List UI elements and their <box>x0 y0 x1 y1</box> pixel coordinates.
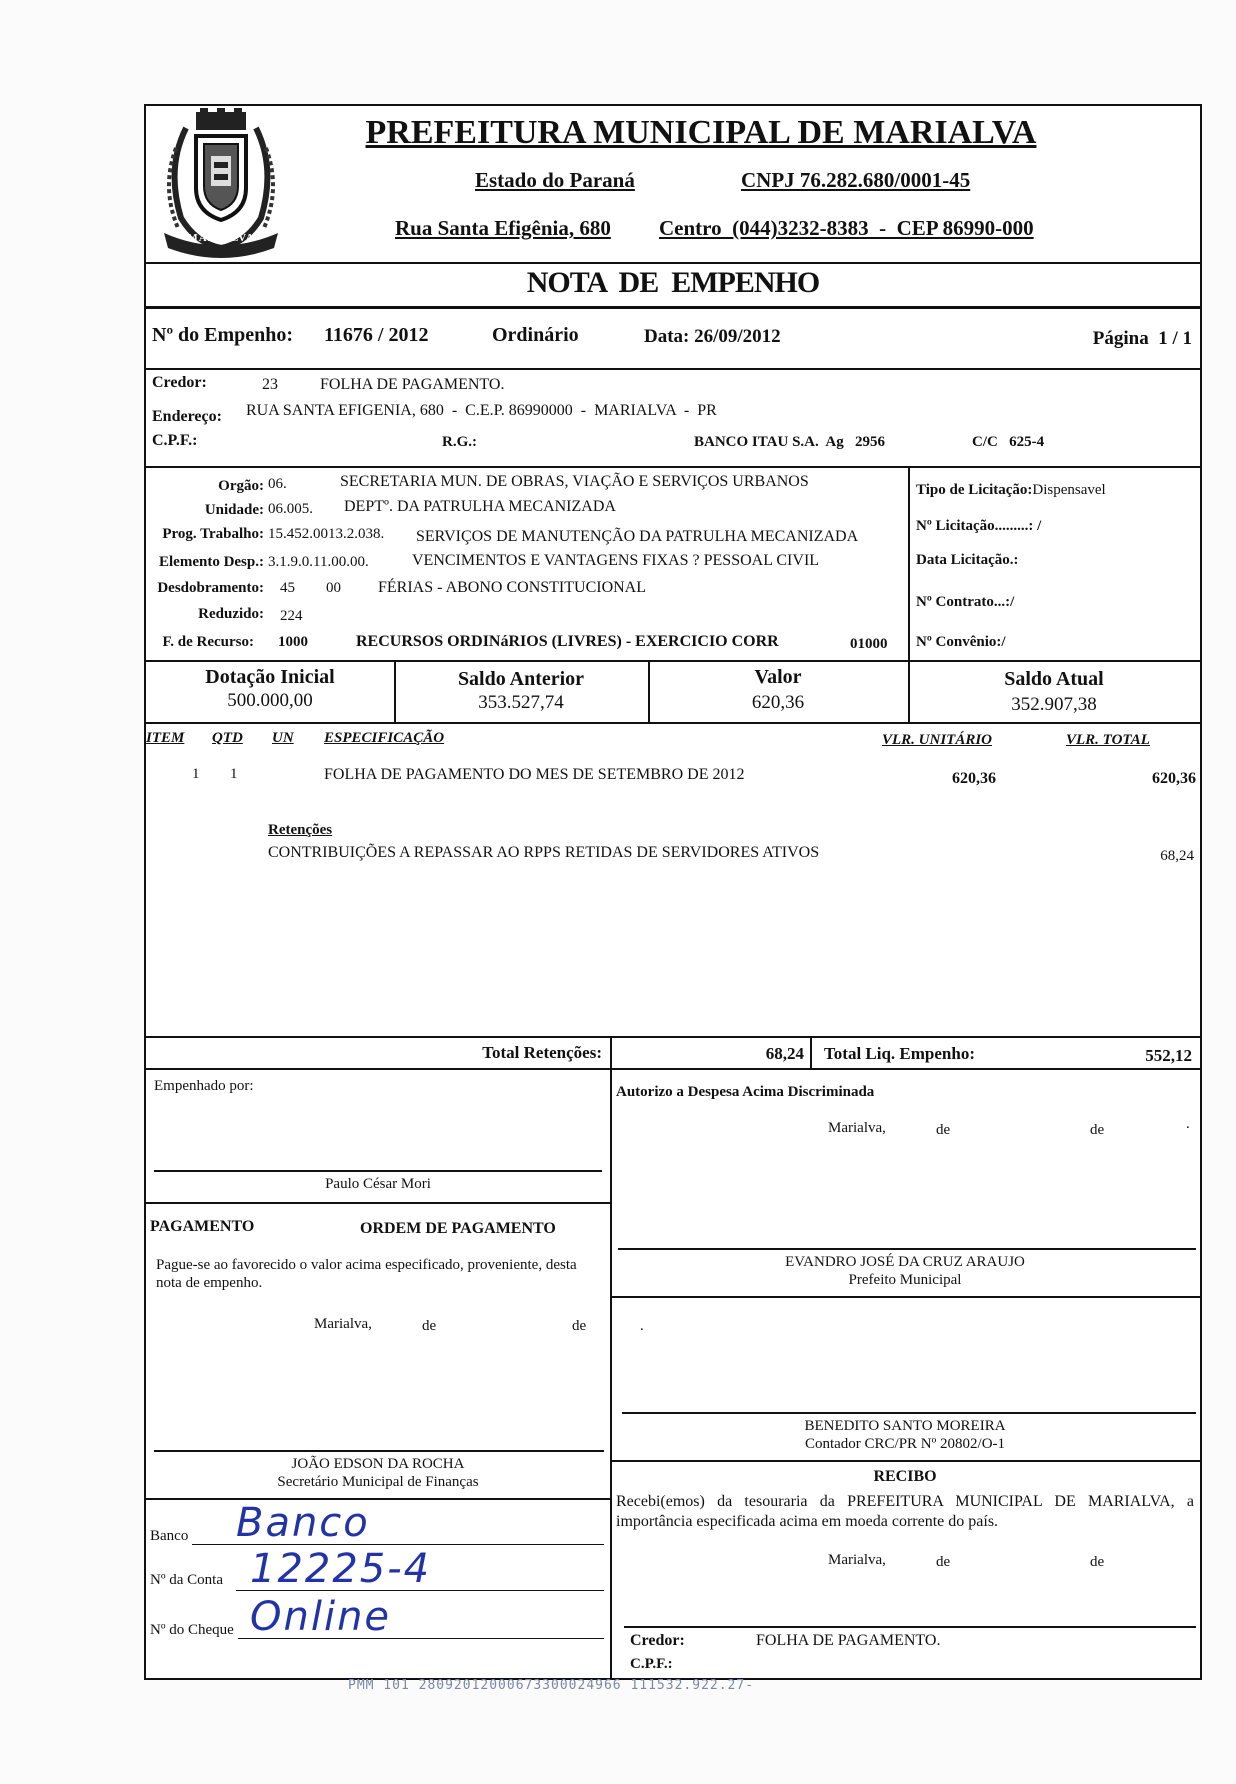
autorizo-dot: . <box>1186 1116 1190 1132</box>
saldo-anterior-label: Saldo Anterior <box>457 668 585 690</box>
recibo-text: Recebi(emos) da tesouraria da PREFEITURA MUNICIPAL DE MARIALVA, a importância especificada acima em moeda corrente do país. <box>616 1493 1194 1530</box>
ordem-dot: . <box>640 1318 644 1334</box>
secretario-role: Secretário Municipal de Finanças <box>277 1474 479 1490</box>
document-title: NOTA DE EMPENHO <box>526 266 820 299</box>
fonte-recurso-label: F. de Recurso: <box>162 634 254 650</box>
elemento-label: Elemento Desp.: <box>159 554 264 570</box>
elemento-code: 3.1.9.0.11.00.00. <box>268 554 369 570</box>
reduzido-code: 224 <box>280 608 303 624</box>
recibo-de-2: de <box>1090 1554 1105 1570</box>
row-description: FOLHA DE PAGAMENTO DO MES DE SETEMBRO DE 2012 <box>324 766 745 783</box>
tipo-licitacao <box>916 482 1106 499</box>
total-retencoes-label: Total Retenções: <box>482 1043 602 1062</box>
recibo-city: Marialva, <box>828 1552 886 1568</box>
nota-de-empenho <box>144 104 1202 1680</box>
fonte-recurso-desc: RECURSOS ORDINáRIOS (LIVRES) - EXERCICIO CORR <box>356 633 779 650</box>
data-licitacao: Data Licitação.: <box>916 552 1019 568</box>
fonte-recurso-number: 01000 <box>850 636 888 652</box>
total-retencoes-value: 68,24 <box>765 1044 804 1063</box>
fonte-recurso-code: 1000 <box>278 634 308 650</box>
contador-role: Contador CRC/PR Nº 20802/O-1 <box>804 1436 1006 1452</box>
empenho-type: Ordinário <box>492 324 579 346</box>
desdobramento-desc: FÉRIAS - ABONO CONSTITUCIONAL <box>378 579 647 596</box>
autorizo-de-2: de <box>1090 1122 1105 1138</box>
page-number: Página 1 / 1 <box>1092 328 1192 349</box>
valor-label: Valor <box>754 666 802 688</box>
state-name: Estado do Paraná <box>475 168 635 192</box>
elemento-desc: VENCIMENTOS E VANTAGENS FIXAS ? PESSOAL CIVIL <box>412 552 820 569</box>
conta-handwritten: 12225-4 <box>250 1546 432 1592</box>
numero-convenio: Nº Convênio:/ <box>916 634 1006 650</box>
dotacao-inicial-label: Dotação Inicial <box>205 666 335 688</box>
prog-desc: SERVIÇOS DE MANUTENÇÃO DA PATRULHA MECANIZADA <box>416 528 859 545</box>
row-valor-total: 620,36 <box>1152 770 1196 787</box>
ordem-pagamento-label: ORDEM DE PAGAMENTO <box>360 1220 556 1237</box>
credor-code: 23 <box>262 376 278 393</box>
rg-label: R.G.: <box>442 434 477 450</box>
orgao-code: 06. <box>268 476 287 492</box>
pagamento-label: PAGAMENTO <box>150 1218 255 1235</box>
row-valor-unitario: 620,36 <box>952 770 996 787</box>
street-address: Rua Santa Efigênia, 680 <box>395 216 611 240</box>
ordem-city: Marialva, <box>314 1316 372 1332</box>
contact-info: Centro (044)3232-8383 - CEP 86990-000 <box>659 216 1034 240</box>
empenho-label: Nº do Empenho: <box>152 324 294 346</box>
desdobramento-label: Desdobramento: <box>157 580 264 596</box>
autorizo-de-1: de <box>936 1122 951 1138</box>
municipality-title: PREFEITURA MUNICIPAL DE MARIALVA <box>365 114 1037 151</box>
saldo-atual-label: Saldo Atual <box>1004 668 1104 690</box>
empenho-number: 11676 / 2012 <box>324 324 429 346</box>
row-item: 1 <box>192 766 200 782</box>
crest-banner-text: MARIALVA <box>187 232 255 244</box>
saldo-anterior-value: 353.527,74 <box>478 692 564 713</box>
prog-code: 15.452.0013.2.038. <box>268 526 385 542</box>
desdobramento-code-b: 00 <box>326 580 341 596</box>
banco-label: Banco <box>150 1528 189 1544</box>
retencoes-value: 68,24 <box>1160 848 1194 864</box>
recibo-cpf-label: C.P.F.: <box>630 1656 673 1672</box>
orgao-desc: SECRETARIA MUN. DE OBRAS, VIAÇÃO E SERVIÇOS URBANOS <box>340 473 809 490</box>
cpf-label: C.P.F.: <box>152 432 198 449</box>
cheque-handwritten: Online <box>250 1594 392 1640</box>
empenhado-por-name: Paulo César Mori <box>325 1176 431 1192</box>
bank-authentication-stamp: PMM 101 28092012000673300024966 111532.922.27- <box>348 1678 755 1693</box>
recibo-title: RECIBO <box>873 1468 937 1485</box>
cnpj: CNPJ 76.282.680/0001-45 <box>741 168 971 192</box>
ordem-de-2: de <box>572 1318 587 1334</box>
numero-licitacao: Nº Licitação.........: / <box>916 518 1042 534</box>
tipo-licitacao-label: Tipo de Licitação: <box>916 482 1033 498</box>
col-qtd: QTD <box>212 730 243 746</box>
saldo-atual-value: 352.907,38 <box>1011 694 1097 715</box>
unidade-desc: DEPTº. DA PATRULHA MECANIZADA <box>344 498 616 515</box>
autorizo-label: Autorizo a Despesa Acima Discriminada <box>616 1084 875 1100</box>
col-un: UN <box>272 730 294 746</box>
col-item: ITEM <box>146 730 185 746</box>
numero-contrato: Nº Contrato...:/ <box>916 594 1015 610</box>
credor-name: FOLHA DE PAGAMENTO. <box>320 376 505 393</box>
row-qtd: 1 <box>230 766 238 782</box>
bank-info: BANCO ITAU S.A. Ag 2956 <box>694 434 885 450</box>
recibo-credor-value: FOLHA DE PAGAMENTO. <box>756 1632 941 1649</box>
prefeito-name: EVANDRO JOSÉ DA CRUZ ARAUJO <box>785 1254 1025 1270</box>
prefeito-role: Prefeito Municipal <box>848 1272 962 1288</box>
contador-name: BENEDITO SANTO MOREIRA <box>804 1418 1006 1434</box>
total-liquido-value: 552,12 <box>1145 1046 1192 1065</box>
prog-label: Prog. Trabalho: <box>162 526 264 542</box>
numero-cheque-label: Nº do Cheque <box>150 1622 234 1638</box>
retencoes-description: CONTRIBUIÇÕES A REPASSAR AO RPPS RETIDAS DE SERVIDORES ATIVOS <box>268 844 820 861</box>
reduzido-label: Reduzido: <box>198 606 264 622</box>
orgao-label: Orgão: <box>218 478 264 494</box>
unidade-label: Unidade: <box>204 502 264 518</box>
ordem-pagamento-text: Pague-se ao favorecido o valor acima especificado, proveniente, desta nota de empenho. <box>156 1257 577 1291</box>
col-valor-total: VLR. TOTAL <box>1066 732 1150 748</box>
desdobramento-code-a: 45 <box>280 580 295 596</box>
credor-label: Credor: <box>152 374 207 391</box>
empenhado-por-label: Empenhado por: <box>154 1078 254 1094</box>
total-liquido-label: Total Liq. Empenho: <box>824 1044 975 1063</box>
unidade-code: 06.005. <box>268 501 313 517</box>
banco-handwritten: Banco <box>236 1500 370 1546</box>
valor-value: 620,36 <box>751 692 805 713</box>
bank-account: C/C 625-4 <box>972 434 1045 450</box>
retencoes-title: Retenções <box>268 822 333 838</box>
autorizo-city: Marialva, <box>828 1120 886 1136</box>
col-valor-unitario: VLR. UNITÁRIO <box>882 732 993 748</box>
endereco-label: Endereço: <box>152 408 222 425</box>
recibo-credor-label: Credor: <box>630 1632 685 1649</box>
empenho-date: Data: 26/09/2012 <box>644 326 781 347</box>
ordem-de-1: de <box>422 1318 437 1334</box>
numero-conta-label: Nº da Conta <box>150 1572 223 1588</box>
endereco-value: RUA SANTA EFIGENIA, 680 - C.E.P. 86990000 - MARIALVA - PR <box>246 402 717 419</box>
dotacao-inicial-value: 500.000,00 <box>227 690 313 711</box>
recibo-de-1: de <box>936 1554 951 1570</box>
tipo-licitacao-value: Dispensavel <box>1032 482 1106 498</box>
col-especificacao: ESPECIFICAÇÃO <box>324 730 445 746</box>
secretario-name: JOÃO EDSON DA ROCHA <box>291 1456 465 1472</box>
